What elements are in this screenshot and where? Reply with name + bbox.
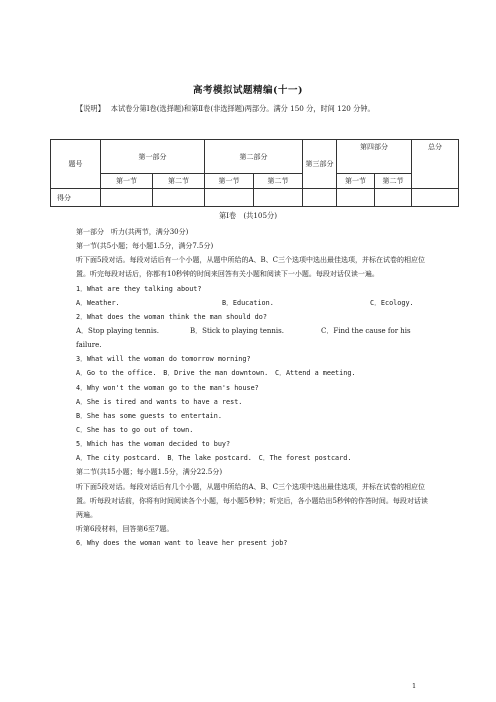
table-row-header: 题号 [51, 140, 101, 189]
question-5: 5．Which has the woman decided to buy? [76, 440, 231, 449]
section-header: 第二节 [254, 174, 303, 189]
section-header: 第二节 [375, 174, 412, 189]
exam-note [76, 102, 426, 116]
listening-section [76, 225, 428, 550]
question-1-options [76, 296, 428, 310]
note-text: 本试卷分第Ⅰ卷(选择题)和第Ⅱ卷(非选择题)两部分。满分 150 分，时间 120 分钟。 [110, 104, 375, 113]
section-header: 第一节 [337, 174, 375, 189]
question-5-options: A．The city postcard. B．The lake postcard. C．The forest postcard. [76, 454, 352, 463]
question-1: 1．What are they talking about? [76, 284, 202, 293]
score-cell [254, 189, 303, 207]
part-heading: 第一部分 听力(共两节，满分30分) [76, 228, 189, 236]
section1-instructions: 听下面5段对话。每段对话后有一个小题，从题中所给的A、B、C三个选项中选出最佳选项，并标在试卷的相应位置。听完每段对话后，你都有10秒钟的时间来回答有关小题和阅读下一小题。每段对话仅读一遍。 [76, 256, 426, 279]
score-cell [153, 189, 205, 207]
question-3-options: A．Go to the office. B．Drive the man downtown. C．Attend a meeting. [76, 369, 356, 378]
section2-heading: 第二节(共15小题；每小题1.5分，满分22.5分) [76, 468, 223, 477]
option-c-continued: failure. [76, 341, 102, 350]
option-a: A．Stop playing tennis. [76, 327, 159, 336]
score-cell [337, 189, 375, 207]
part-1-header: 第一部分 [101, 140, 205, 174]
question-2: 2．What does the woman think the man should do? [76, 312, 267, 321]
page-number: 1 [412, 682, 417, 690]
question-6: 6．Why does the woman want to leave her present job? [76, 539, 288, 548]
section-header: 第二节 [153, 174, 205, 189]
total-header: 总分 [412, 140, 459, 189]
question-2-options [76, 324, 428, 338]
score-cell [412, 189, 459, 207]
part-2-header: 第二部分 [205, 140, 303, 174]
score-cell [375, 189, 412, 207]
section2-lead: 听第6段材料，回答第6至7题。 [76, 525, 174, 534]
section-header: 第一节 [101, 174, 153, 189]
option-c: C．Ecology. [370, 298, 414, 307]
note-label: 【说明】 [76, 104, 105, 113]
score-cell [303, 189, 337, 207]
option-c: C．She has to go out of town. [76, 426, 194, 434]
score-label: 得分 [51, 189, 101, 207]
question-3: 3．What will the woman do tomorrow morning? [76, 355, 251, 364]
section1-heading: 第一节(共5小题；每小题1.5分，满分7.5分) [76, 242, 214, 251]
section2-instructions: 听下面5段对话。每段对话后有几个小题，从题中所给的A、B、C三个选项中选出最佳选项，并标在试卷的相应位置。听每段对话前，你将有时间阅读各个小题，每小题5秒钟；听完后，各小题给出5秒钟的作答时间。每段对话读两遍。 [76, 482, 428, 519]
part-4-header: 第四部分 [337, 140, 412, 174]
exam-title: 高考模拟试题精编(十一) [193, 85, 303, 96]
option-a: A．She is tired and wants to have a rest. [76, 397, 243, 406]
part-3-header: 第三部分 [303, 140, 337, 189]
score-table [50, 139, 459, 207]
option-b: B．Stick to playing tennis. [190, 327, 284, 336]
score-cell [101, 189, 153, 207]
option-a: A．Weather. [76, 298, 120, 307]
section-header: 第一节 [205, 174, 254, 189]
section-heading: 第Ⅰ卷 (共105分) [218, 211, 278, 220]
option-b: B．She has some guests to entertain. [76, 411, 222, 420]
score-cell [205, 189, 254, 207]
option-b: B．Education. [222, 298, 274, 307]
question-4: 4．Why won't the woman go to the man's house? [76, 383, 259, 392]
option-c: C．Find the cause for his [321, 327, 411, 336]
